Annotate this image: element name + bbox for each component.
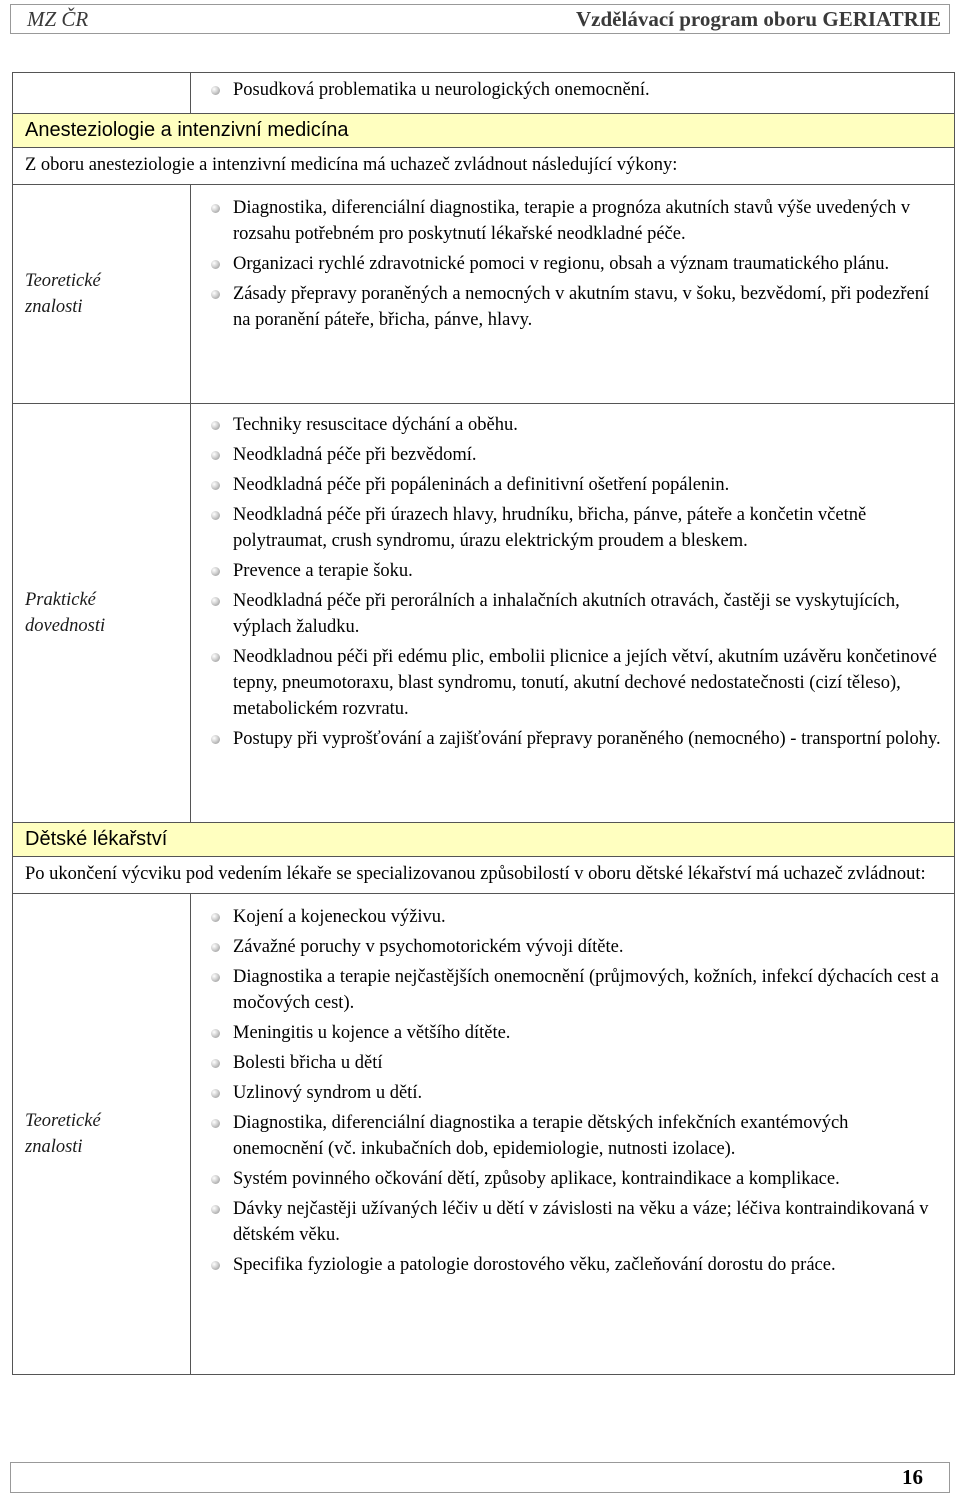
- continuation-list: [191, 77, 954, 103]
- page-header: [10, 4, 950, 34]
- anest-practice-cell: [191, 404, 955, 823]
- header-left: MZ ČR: [27, 7, 89, 31]
- anest-practice-row: [13, 404, 955, 823]
- list-item: Meningitis u kojence a většího dítěte.: [233, 1020, 942, 1046]
- list-item: Neodkladná péče při bezvědomí.: [233, 442, 942, 468]
- anest-theory-label: [13, 185, 191, 404]
- anest-intro: Z oboru anesteziologie a intenzivní medicína má uchazeč zvládnout následující výkony:: [13, 148, 955, 185]
- list-item: Bolesti břicha u dětí: [233, 1050, 942, 1076]
- peds-intro-row: [13, 857, 955, 894]
- continuation-cell: [191, 73, 955, 114]
- list-item: Kojení a kojeneckou výživu.: [233, 904, 942, 930]
- list-item: Neodkladná péče při popáleninách a definitivní ošetření popálenin.: [233, 472, 942, 498]
- label-line: Praktické: [25, 590, 96, 610]
- list-item: Organizaci rychlé zdravotnické pomoci v regionu, obsah a význam traumatického plánu.: [233, 251, 942, 277]
- anest-title-row: [13, 114, 955, 148]
- peds-intro: Po ukončení výcviku pod vedením lékaře se specializovanou způsobilostí v oboru dětské lékařství má uchazeč zvládnout:: [13, 857, 955, 894]
- label-line: znalosti: [25, 1137, 83, 1157]
- label-line: Teoretické: [25, 1111, 101, 1131]
- anest-practice-label: [13, 404, 191, 823]
- label-line: Teoretické: [25, 271, 101, 291]
- list-item: Neodkladná péče při perorálních a inhalačních akutních otravách, častěji se vyskytujících, výplach žaludku.: [233, 588, 942, 640]
- list-item: Neodkladnou péči při edému plic, embolii plicnice a jejích větví, akutním uzávěru končetinové tepny, pneumotoraxu, blast syndromu, tonutí, akutní dechové nedostatečnosti (cizí těleso), metabolickém rozvratu.: [233, 644, 942, 722]
- page-footer: [10, 1462, 950, 1493]
- list-item: Diagnostika a terapie nejčastějších onemocnění (průjmových, kožních, infekcí dýchacích cest a močových cest).: [233, 964, 942, 1016]
- list-item: Posudková problematika u neurologických onemocnění.: [233, 77, 942, 103]
- list-item: Postupy při vyprošťování a zajišťování přepravy poraněného (nemocného) - transportní polohy.: [233, 726, 942, 752]
- label-line: dovednosti: [25, 616, 106, 636]
- list-item: Dávky nejčastěji užívaných léčiv u dětí v závislosti na věku a váze; léčiva kontraindikovaná v dětském věku.: [233, 1196, 942, 1248]
- peds-title: Dětské lékařství: [13, 823, 955, 857]
- label-line: znalosti: [25, 297, 83, 317]
- program-table: [12, 72, 955, 1375]
- continuation-row: [13, 73, 955, 114]
- list-item: Uzlinový syndrom u dětí.: [233, 1080, 942, 1106]
- peds-theory-cell: [191, 894, 955, 1375]
- header-right: Vzdělávací program oboru GERIATRIE: [576, 7, 941, 31]
- list-item: Prevence a terapie šoku.: [233, 558, 942, 584]
- anest-intro-row: [13, 148, 955, 185]
- peds-title-row: [13, 823, 955, 857]
- anest-theory-row: [13, 185, 955, 404]
- list-item: Zásady přepravy poraněných a nemocných v akutním stavu, v šoku, bezvědomí, při podezření na poranění páteře, břicha, pánve, hlavy.: [233, 281, 942, 333]
- list-item: Diagnostika, diferenciální diagnostika, terapie a prognóza akutních stavů výše uvedených v rozsahu potřebném pro poskytnutí lékařské neodkladné péče.: [233, 195, 942, 247]
- list-item: Specifika fyziologie a patologie dorostového věku, začleňování dorostu do práce.: [233, 1252, 942, 1278]
- empty-label-cell: [13, 73, 191, 114]
- page-number: 16: [902, 1465, 923, 1489]
- list-item: Techniky resuscitace dýchání a oběhu.: [233, 412, 942, 438]
- peds-theory-label: [13, 894, 191, 1375]
- anest-title: Anesteziologie a intenzivní medicína: [13, 114, 955, 148]
- list-item: Neodkladná péče při úrazech hlavy, hrudníku, břicha, pánve, páteře a končetin včetně polytraumat, crush syndromu, úrazu elektrickým proudem a bleskem.: [233, 502, 942, 554]
- list-item: Diagnostika, diferenciální diagnostika a terapie dětských infekčních exantémových onemocnění (vč. inkubačních dob, epidemiologie, nutnosti izolace).: [233, 1110, 942, 1162]
- anest-practice-list: [191, 412, 954, 752]
- peds-theory-row: [13, 894, 955, 1375]
- anest-theory-list: [191, 195, 954, 333]
- list-item: Závažné poruchy v psychomotorickém vývoji dítěte.: [233, 934, 942, 960]
- content-table: [12, 72, 955, 1375]
- peds-theory-list: [191, 904, 954, 1278]
- anest-theory-cell: [191, 185, 955, 404]
- list-item: Systém povinného očkování dětí, způsoby aplikace, kontraindikace a komplikace.: [233, 1166, 942, 1192]
